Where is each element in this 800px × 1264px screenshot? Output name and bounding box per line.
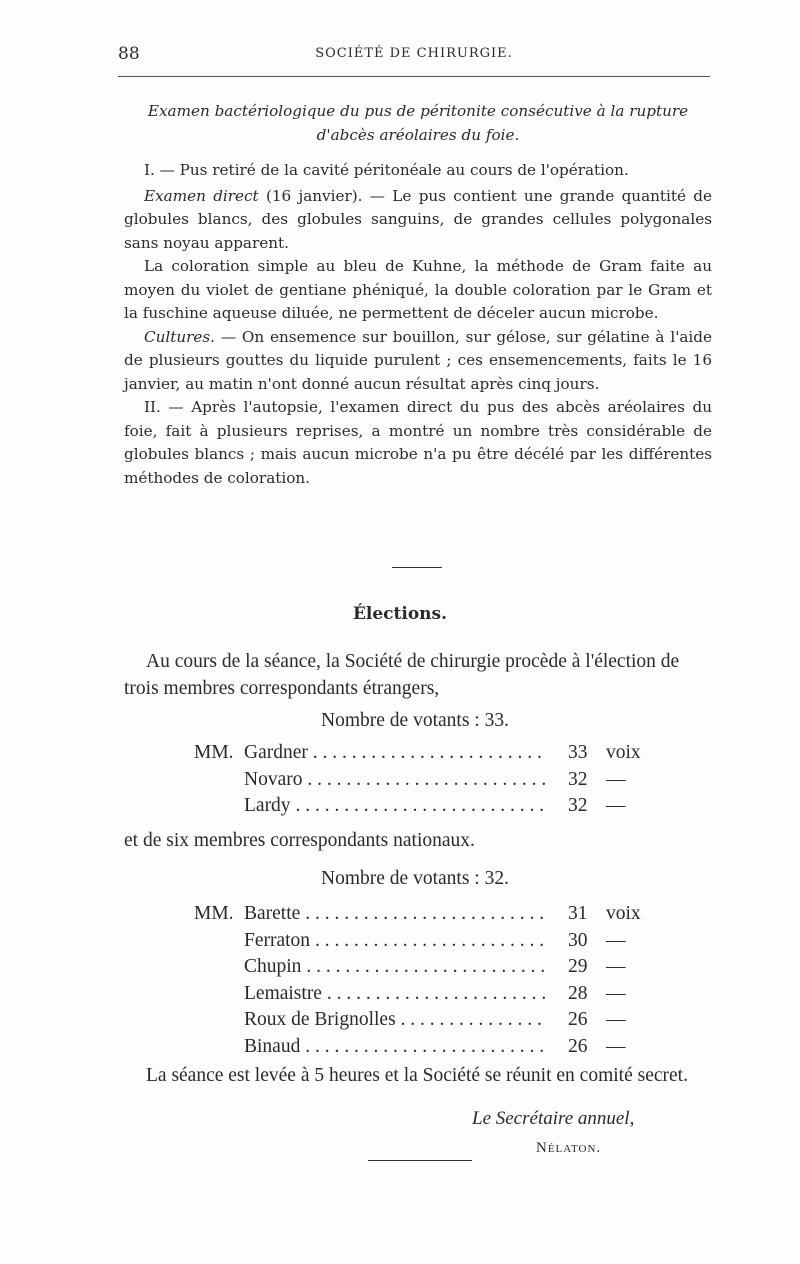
closing-paragraph xyxy=(124,1062,714,1089)
elections-intro xyxy=(124,648,714,702)
direct-exam-label: Examen direct xyxy=(144,186,259,205)
candidate-votes: 32 xyxy=(568,768,588,790)
candidate-name: Chupin . . . xyxy=(244,956,546,978)
direct-exam-paragraph xyxy=(124,185,712,256)
header-rule xyxy=(118,76,710,77)
candidate-name: Gardner . . . xyxy=(244,742,546,764)
result-row xyxy=(194,930,654,957)
foreign-votants: Nombre de votants : 33. xyxy=(321,710,509,731)
page-header xyxy=(118,44,710,68)
result-row xyxy=(194,1036,654,1063)
candidate-votes: 30 xyxy=(568,929,588,951)
candidate-votes: 33 xyxy=(568,742,588,763)
candidate-votes: 31 xyxy=(568,903,588,924)
candidate-votes: 28 xyxy=(568,982,588,1004)
direct-exam-text: (16 janvier). — Le pus contient une grande quantité de globules blancs, des globules sanguins, de grandes cellules polygonales sans noyau apparent. xyxy=(124,186,712,252)
candidate-votes: 29 xyxy=(568,956,588,977)
national-intro: et de six membres correspondants nationaux. xyxy=(124,830,475,851)
signature-role: Le Secrétaire annuel, xyxy=(472,1108,635,1129)
elections-intro-text: Au cours de la séance, la Société de chirurgie procède à l'élection de trois membres correspondants étrangers, xyxy=(124,651,680,699)
cultures-label: Cultures. xyxy=(144,327,216,346)
sample-two: II. — Après l'autopsie, l'examen direct du pus des abcès aréolaires du foie, fait à plusieurs reprises, a montré un nombre très considérable de globules blancs ; mais aucun microbe n'a pu être décélé par les différentes méthodes de coloration. xyxy=(124,398,712,487)
candidate-votes: 26 xyxy=(568,1035,588,1057)
coloration-paragraph: La coloration simple au bleu de Kuhne, la méthode de Gram faite au moyen du violet de gentiane phéniqué, la double coloration par le Gram et la fuschine aqueuse diluée, ne permettent de déceler aucun microbe. xyxy=(124,257,712,322)
candidate-name: Novaro . . . xyxy=(244,769,546,791)
mm-label: MM. xyxy=(194,742,234,763)
vote-unit: voix xyxy=(606,742,641,763)
vote-unit: — xyxy=(606,1009,626,1030)
elections-heading: Élections. xyxy=(352,604,448,624)
candidate-name: Lardy . . . xyxy=(244,795,546,817)
vote-unit: — xyxy=(606,956,626,977)
result-row xyxy=(194,742,654,769)
candidate-votes: 32 xyxy=(568,795,588,816)
cultures-paragraph xyxy=(124,326,712,397)
end-rule xyxy=(368,1160,472,1161)
vote-unit: — xyxy=(606,1035,626,1057)
vote-unit: voix xyxy=(606,903,641,924)
candidate-name: Lemaistre . . . xyxy=(244,983,546,1005)
candidate-name: Binaud . . . xyxy=(244,1036,546,1058)
report-title: Examen bactériologique du pus de péritonite consécutive à la rupture d'abcès aréolaires du foie. xyxy=(147,102,689,144)
mm-label: MM. xyxy=(194,903,234,924)
candidate-name: Barette . . . xyxy=(244,903,546,925)
bacteriology-report xyxy=(124,100,712,490)
vote-unit: — xyxy=(606,768,626,790)
closing-text: La séance est levée à 5 heures et la Société se réunit en comité secret. xyxy=(146,1065,688,1086)
page-number: 88 xyxy=(118,44,140,64)
national-results xyxy=(194,903,654,1062)
section-divider xyxy=(392,567,442,568)
result-row xyxy=(194,795,654,822)
running-title: SOCIÉTÉ DE CHIRURGIE. xyxy=(315,46,513,61)
candidate-name: Ferraton . . . xyxy=(244,930,546,952)
candidate-votes: 26 xyxy=(568,1009,588,1030)
result-row xyxy=(194,903,654,930)
vote-unit: — xyxy=(606,982,626,1004)
candidate-name: Roux de Brignolles . . . xyxy=(244,1009,546,1031)
vote-unit: — xyxy=(606,795,626,816)
signature-name: Nélaton. xyxy=(536,1140,602,1156)
sample-one: I. — Pus retiré de la cavité péritonéale au cours de l'opération. xyxy=(144,161,629,179)
vote-unit: — xyxy=(606,929,626,951)
national-votants: Nombre de votants : 32. xyxy=(321,868,509,889)
result-row xyxy=(194,983,654,1010)
result-row xyxy=(194,769,654,796)
result-row xyxy=(194,1009,654,1036)
cultures-text: — On ensemence sur bouillon, sur gélose, sur gélatine à l'aide de plusieurs gouttes du liquide purulent ; ces ensemencements, faits le 16 janvier, au matin n'ont donné aucun résultat après cinq jours. xyxy=(124,327,712,393)
result-row xyxy=(194,956,654,983)
foreign-results xyxy=(194,742,654,822)
